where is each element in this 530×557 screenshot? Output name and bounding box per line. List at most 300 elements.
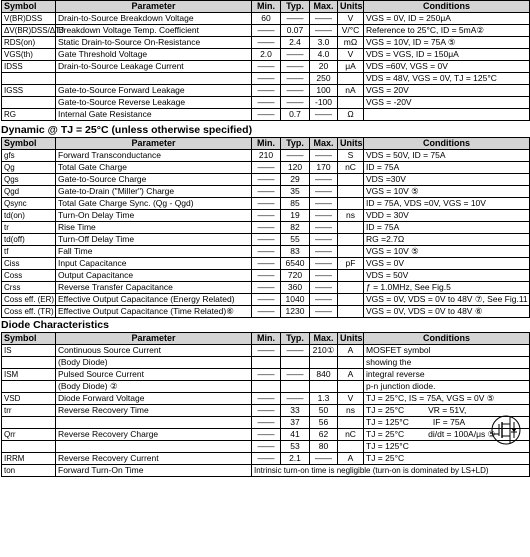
cell-typ: 2.4 [281, 37, 310, 49]
cell-min: 60 [252, 13, 281, 25]
cell-typ: 41 [281, 429, 310, 441]
header-max: Max. [310, 1, 338, 13]
table-row [2, 306, 530, 318]
diode-side-note: VR = 51V, [428, 405, 467, 415]
cell-parameter: Gate-to-Source Reverse Leakage [56, 97, 252, 109]
cell-min: —— [252, 25, 281, 37]
cell-unit: A [338, 369, 364, 381]
cell-conditions: VDS = 48V, VGS = 0V, TJ = 125°C [364, 73, 530, 85]
table-row [2, 13, 530, 25]
cell-max: 100 [310, 85, 338, 97]
cell-unit [338, 270, 364, 282]
cell-min: —— [252, 162, 281, 174]
cell-min: —— [252, 270, 281, 282]
cell-parameter: Output Capacitance [56, 270, 252, 282]
table-row [2, 429, 530, 441]
header-parameter: Parameter [56, 1, 252, 13]
static-rows [2, 13, 530, 121]
cell-parameter: Gate-to-Source Charge [56, 174, 252, 186]
cell-conditions: TJ = 25°C di/dt = 100A/μs ⑤ [364, 429, 530, 441]
cell-max: —— [310, 246, 338, 258]
cell-conditions: VGS = 0V, ID = 250μA [364, 13, 530, 25]
table-row [2, 25, 530, 37]
cell-min: 210 [252, 150, 281, 162]
header-units: Units [338, 138, 364, 150]
cell-unit: mΩ [338, 37, 364, 49]
cell-max: —— [310, 234, 338, 246]
cell-unit [338, 73, 364, 85]
cell-max: 56 [310, 417, 338, 429]
cell-parameter: Total Gate Charge [56, 162, 252, 174]
cell-conditions [364, 109, 530, 121]
cell-symbol: Coss eff. (TR) [2, 306, 56, 318]
cell-conditions: ƒ = 1.0MHz, See Fig.5 [364, 282, 530, 294]
cell-symbol: VSD [2, 393, 56, 405]
cell-symbol: RDS(on) [2, 37, 56, 49]
cell-parameter: Effective Output Capacitance (Energy Related) [56, 294, 252, 306]
diode-characteristics-table [1, 332, 530, 477]
cell-min: —— [252, 453, 281, 465]
cell-conditions: Intrinsic turn-on time is negligible (turn-on is dominated by LS+LD) [252, 465, 530, 477]
cell-parameter: Fall Time [56, 246, 252, 258]
cell-min: —— [252, 198, 281, 210]
cell-typ: 1230 [281, 306, 310, 318]
cell-parameter: (Body Diode) ② [56, 381, 252, 393]
cell-typ: —— [281, 73, 310, 85]
cell-symbol [2, 73, 56, 85]
cell-symbol: IGSS [2, 85, 56, 97]
cell-conditions: TJ = 25°C, IS = 75A, VGS = 0V ⑤ [364, 393, 530, 405]
cell-typ: 720 [281, 270, 310, 282]
header-symbol: Symbol [2, 1, 56, 13]
cell-conditions: VDS =60V, VGS = 0V [364, 61, 530, 73]
cell-max: 4.0 [310, 49, 338, 61]
cell-max: 20 [310, 61, 338, 73]
cell-max [310, 381, 338, 393]
cell-symbol: IRRM [2, 453, 56, 465]
cell-min [252, 381, 281, 393]
cell-max: —— [310, 13, 338, 25]
table-row [2, 162, 530, 174]
cell-max: —— [310, 222, 338, 234]
cell-parameter: Effective Output Capacitance (Time Related)⑥ [56, 306, 252, 318]
cell-max: 80 [310, 441, 338, 453]
cell-parameter: Gate-to-Drain ("Miller") Charge [56, 186, 252, 198]
cell-parameter: Drain-to-Source Breakdown Voltage [56, 13, 252, 25]
dynamic-characteristics-table [1, 137, 530, 318]
header-max: Max. [310, 138, 338, 150]
cell-unit [338, 198, 364, 210]
cell-max: —— [310, 258, 338, 270]
cell-parameter [56, 73, 252, 85]
cell-unit [338, 357, 364, 369]
cell-unit: nC [338, 162, 364, 174]
table-row [2, 109, 530, 121]
cell-min: —— [252, 258, 281, 270]
cell-symbol [2, 97, 56, 109]
cell-min: —— [252, 294, 281, 306]
cell-unit [338, 234, 364, 246]
cell-typ: 29 [281, 174, 310, 186]
table-row [2, 417, 530, 429]
header-conditions: Conditions [364, 138, 530, 150]
cell-conditions: VDS =30V [364, 174, 530, 186]
cell-unit [338, 417, 364, 429]
table-header-row [2, 138, 530, 150]
cell-conditions: ID = 75A [364, 222, 530, 234]
cell-typ: —— [281, 345, 310, 357]
table-header-row [2, 1, 530, 13]
cell-min: —— [252, 186, 281, 198]
cell-unit: S [338, 150, 364, 162]
cell-min: —— [252, 61, 281, 73]
cell-parameter: Rise Time [56, 222, 252, 234]
cell-min: —— [252, 109, 281, 121]
diode-rows [2, 345, 530, 477]
cell-typ: —— [281, 97, 310, 109]
cell-parameter: Gate-to-Source Forward Leakage [56, 85, 252, 97]
cell-parameter: Pulsed Source Current [56, 369, 252, 381]
dynamic-section-title: Dynamic @ TJ = 25°C (unless otherwise specified) [1, 124, 253, 136]
cell-unit [338, 294, 364, 306]
table-row [2, 345, 530, 357]
cell-symbol [2, 417, 56, 429]
cell-conditions: VDD = 30V [364, 210, 530, 222]
table-row [2, 270, 530, 282]
cell-symbol: Qg [2, 162, 56, 174]
cell-parameter: Internal Gate Resistance [56, 109, 252, 121]
cell-min: —— [252, 246, 281, 258]
cell-typ: 1040 [281, 294, 310, 306]
cell-typ: —— [281, 369, 310, 381]
cell-typ: 82 [281, 222, 310, 234]
table-row [2, 222, 530, 234]
cell-min: —— [252, 306, 281, 318]
table-row [2, 441, 530, 453]
cell-max: 3.0 [310, 37, 338, 49]
dynamic-rows [2, 150, 530, 318]
diode-section-title: Diode Characteristics [1, 319, 109, 331]
table-header-row [2, 333, 530, 345]
cell-typ: 360 [281, 282, 310, 294]
cell-max: —— [310, 282, 338, 294]
table-row [2, 246, 530, 258]
diode-side-note: di/dt = 100A/μs ⑤ [428, 429, 496, 439]
cell-conditions: p-n junction diode. [364, 381, 530, 393]
cell-typ: 85 [281, 198, 310, 210]
cell-max: —— [310, 270, 338, 282]
cell-max: 250 [310, 73, 338, 85]
table-row [2, 282, 530, 294]
cell-min: —— [252, 222, 281, 234]
cell-unit [338, 174, 364, 186]
table-row [2, 85, 530, 97]
cell-symbol: Coss [2, 270, 56, 282]
static-characteristics-table [1, 0, 530, 121]
table-row [2, 49, 530, 61]
cell-typ: 37 [281, 417, 310, 429]
cell-symbol: RG [2, 109, 56, 121]
cell-max: —— [310, 453, 338, 465]
cell-symbol: Qgs [2, 174, 56, 186]
cell-typ [281, 381, 310, 393]
cell-min: —— [252, 369, 281, 381]
cell-max: —— [310, 174, 338, 186]
cell-conditions: TJ = 125°C IF = 75A [364, 417, 530, 429]
cell-parameter: Static Drain-to-Source On-Resistance [56, 37, 252, 49]
cell-min: —— [252, 85, 281, 97]
cell-conditions: VGS = 0V [364, 258, 530, 270]
cell-symbol: ΔV(BR)DSS/ΔTJ [2, 25, 56, 37]
cell-max: —— [310, 109, 338, 121]
cell-typ: —— [281, 393, 310, 405]
cell-typ: —— [281, 49, 310, 61]
cell-parameter: Diode Forward Voltage [56, 393, 252, 405]
cell-parameter: Turn-On Delay Time [56, 210, 252, 222]
cell-parameter: Total Gate Charge Sync. (Qg - Qgd) [56, 198, 252, 210]
header-parameter: Parameter [56, 333, 252, 345]
cell-min: —— [252, 345, 281, 357]
cell-conditions: TJ = 25°C [364, 453, 530, 465]
cell-conditions: VGS = 10V ⑤ [364, 246, 530, 258]
table-row [2, 258, 530, 270]
cell-conditions: integral reverse [364, 369, 530, 381]
cell-symbol: Qgd [2, 186, 56, 198]
table-row [2, 453, 530, 465]
table-row [2, 369, 530, 381]
cell-unit: Ω [338, 109, 364, 121]
cell-parameter: Drain-to-Source Leakage Current [56, 61, 252, 73]
cell-typ: 55 [281, 234, 310, 246]
cell-parameter: Reverse Recovery Time [56, 405, 252, 417]
table-row [2, 174, 530, 186]
cell-conditions: VGS = 10V ⑤ [364, 186, 530, 198]
header-symbol: Symbol [2, 138, 56, 150]
cell-max: 1.3 [310, 393, 338, 405]
cell-symbol: td(off) [2, 234, 56, 246]
cell-min: —— [252, 441, 281, 453]
cell-symbol: tr [2, 222, 56, 234]
cell-max: 170 [310, 162, 338, 174]
cell-min: —— [252, 393, 281, 405]
cell-conditions: TJ = 125°C [364, 441, 530, 453]
cell-min: —— [252, 429, 281, 441]
diode-side-note: IF = 75A [432, 417, 466, 427]
cell-typ: 33 [281, 405, 310, 417]
cell-typ: 6540 [281, 258, 310, 270]
cell-unit: V/°C [338, 25, 364, 37]
cell-typ: —— [281, 13, 310, 25]
cell-typ: 83 [281, 246, 310, 258]
cell-parameter: (Body Diode) [56, 357, 252, 369]
cell-conditions: Reference to 25°C, ID = 5mA② [364, 25, 530, 37]
cell-unit: nC [338, 429, 364, 441]
cell-min: —— [252, 234, 281, 246]
cell-min: —— [252, 174, 281, 186]
table-row [2, 294, 530, 306]
cell-parameter: Forward Transconductance [56, 150, 252, 162]
cell-unit: nA [338, 85, 364, 97]
cell-parameter [56, 417, 252, 429]
table-row [2, 465, 530, 477]
cell-min: —— [252, 405, 281, 417]
cell-conditions: VGS = 20V [364, 85, 530, 97]
cell-symbol [2, 441, 56, 453]
table-row [2, 150, 530, 162]
header-units: Units [338, 333, 364, 345]
cell-symbol [2, 357, 56, 369]
cell-unit [338, 441, 364, 453]
cell-unit [338, 306, 364, 318]
cell-max [310, 357, 338, 369]
cell-max: —— [310, 198, 338, 210]
header-parameter: Parameter [56, 138, 252, 150]
cell-max: —— [310, 294, 338, 306]
header-symbol: Symbol [2, 333, 56, 345]
cell-typ: 0.7 [281, 109, 310, 121]
cell-typ: —— [281, 150, 310, 162]
cell-conditions: VDS = VGS, ID = 150μA [364, 49, 530, 61]
cell-unit [338, 282, 364, 294]
cell-conditions: VGS = 0V, VDS = 0V to 48V ⑥ [364, 306, 530, 318]
cell-symbol: Qrr [2, 429, 56, 441]
cell-parameter [56, 441, 252, 453]
cell-conditions: RG =2.7Ω [364, 234, 530, 246]
cell-unit: V [338, 49, 364, 61]
table-row [2, 393, 530, 405]
cell-unit: ns [338, 210, 364, 222]
table-row [2, 37, 530, 49]
header-conditions: Conditions [364, 1, 530, 13]
cell-parameter: Continuous Source Current [56, 345, 252, 357]
cell-unit [338, 97, 364, 109]
cell-conditions: VGS = 10V, ID = 75A ⑤ [364, 37, 530, 49]
cell-typ: 120 [281, 162, 310, 174]
cell-max: 210① [310, 345, 338, 357]
cell-symbol: VGS(th) [2, 49, 56, 61]
table-row [2, 186, 530, 198]
header-typ: Typ. [281, 333, 310, 345]
cell-unit: V [338, 13, 364, 25]
cell-max: —— [310, 25, 338, 37]
table-row [2, 73, 530, 85]
cell-min [252, 357, 281, 369]
cell-typ: 2.1 [281, 453, 310, 465]
cell-symbol: ton [2, 465, 56, 477]
header-min: Min. [252, 333, 281, 345]
cell-parameter: Reverse Recovery Charge [56, 429, 252, 441]
cell-symbol: gfs [2, 150, 56, 162]
cell-max: 840 [310, 369, 338, 381]
cell-unit [338, 246, 364, 258]
table-row [2, 357, 530, 369]
cell-max: -100 [310, 97, 338, 109]
cell-max: 50 [310, 405, 338, 417]
header-min: Min. [252, 1, 281, 13]
header-min: Min. [252, 138, 281, 150]
cell-symbol: Ciss [2, 258, 56, 270]
cell-typ: —— [281, 85, 310, 97]
cell-typ: —— [281, 61, 310, 73]
cell-unit: μA [338, 61, 364, 73]
cell-conditions: VGS = 0V, VDS = 0V to 48V ⑦, See Fig.11 [364, 294, 530, 306]
cell-min: —— [252, 417, 281, 429]
cell-symbol: trr [2, 405, 56, 417]
cell-conditions: ID = 75A, VDS =0V, VGS = 10V [364, 198, 530, 210]
cell-min: —— [252, 210, 281, 222]
header-units: Units [338, 1, 364, 13]
cell-max: 62 [310, 429, 338, 441]
header-typ: Typ. [281, 138, 310, 150]
cell-unit [338, 222, 364, 234]
cell-unit [338, 186, 364, 198]
cell-max: —— [310, 186, 338, 198]
cell-parameter: Turn-Off Delay Time [56, 234, 252, 246]
cell-symbol: Qsync [2, 198, 56, 210]
cell-min: —— [252, 37, 281, 49]
cell-typ: 35 [281, 186, 310, 198]
table-row [2, 405, 530, 417]
table-row [2, 234, 530, 246]
cell-symbol: Coss eff. (ER) [2, 294, 56, 306]
cell-max: —— [310, 150, 338, 162]
cell-min: —— [252, 97, 281, 109]
cell-symbol: V(BR)DSS [2, 13, 56, 25]
mosfet-symbol-icon [488, 412, 524, 448]
table-row [2, 61, 530, 73]
cell-conditions: VDS = 50V [364, 270, 530, 282]
cell-unit: ns [338, 405, 364, 417]
cell-parameter: Reverse Recovery Current [56, 453, 252, 465]
cell-min: —— [252, 282, 281, 294]
cell-parameter: Breakdown Voltage Temp. Coefficient [56, 25, 252, 37]
cell-conditions: TJ = 25°C VR = 51V, [364, 405, 530, 417]
cell-typ: 19 [281, 210, 310, 222]
cell-unit: A [338, 345, 364, 357]
cell-min: —— [252, 73, 281, 85]
cell-symbol: IS [2, 345, 56, 357]
header-conditions: Conditions [364, 333, 530, 345]
table-row [2, 381, 530, 393]
cell-unit: A [338, 453, 364, 465]
cell-typ: 0.07 [281, 25, 310, 37]
header-max: Max. [310, 333, 338, 345]
cell-parameter: Reverse Transfer Capacitance [56, 282, 252, 294]
header-typ: Typ. [281, 1, 310, 13]
cell-conditions: ID = 75A [364, 162, 530, 174]
cell-symbol: ISM [2, 369, 56, 381]
cell-symbol: tf [2, 246, 56, 258]
cell-symbol [2, 381, 56, 393]
cell-max: —— [310, 306, 338, 318]
cell-typ [281, 357, 310, 369]
table-row [2, 97, 530, 109]
cell-conditions: showing the [364, 357, 530, 369]
cell-symbol: td(on) [2, 210, 56, 222]
cell-conditions: MOSFET symbol [364, 345, 530, 357]
cell-max: —— [310, 210, 338, 222]
cell-parameter: Forward Turn-On Time [56, 465, 252, 477]
table-row [2, 210, 530, 222]
cell-unit: V [338, 393, 364, 405]
cell-unit: pF [338, 258, 364, 270]
cell-conditions: VGS = -20V [364, 97, 530, 109]
cell-parameter: Gate Threshold Voltage [56, 49, 252, 61]
cell-conditions: VDS = 50V, ID = 75A [364, 150, 530, 162]
cell-unit [338, 381, 364, 393]
cell-symbol: Crss [2, 282, 56, 294]
cell-typ: 53 [281, 441, 310, 453]
